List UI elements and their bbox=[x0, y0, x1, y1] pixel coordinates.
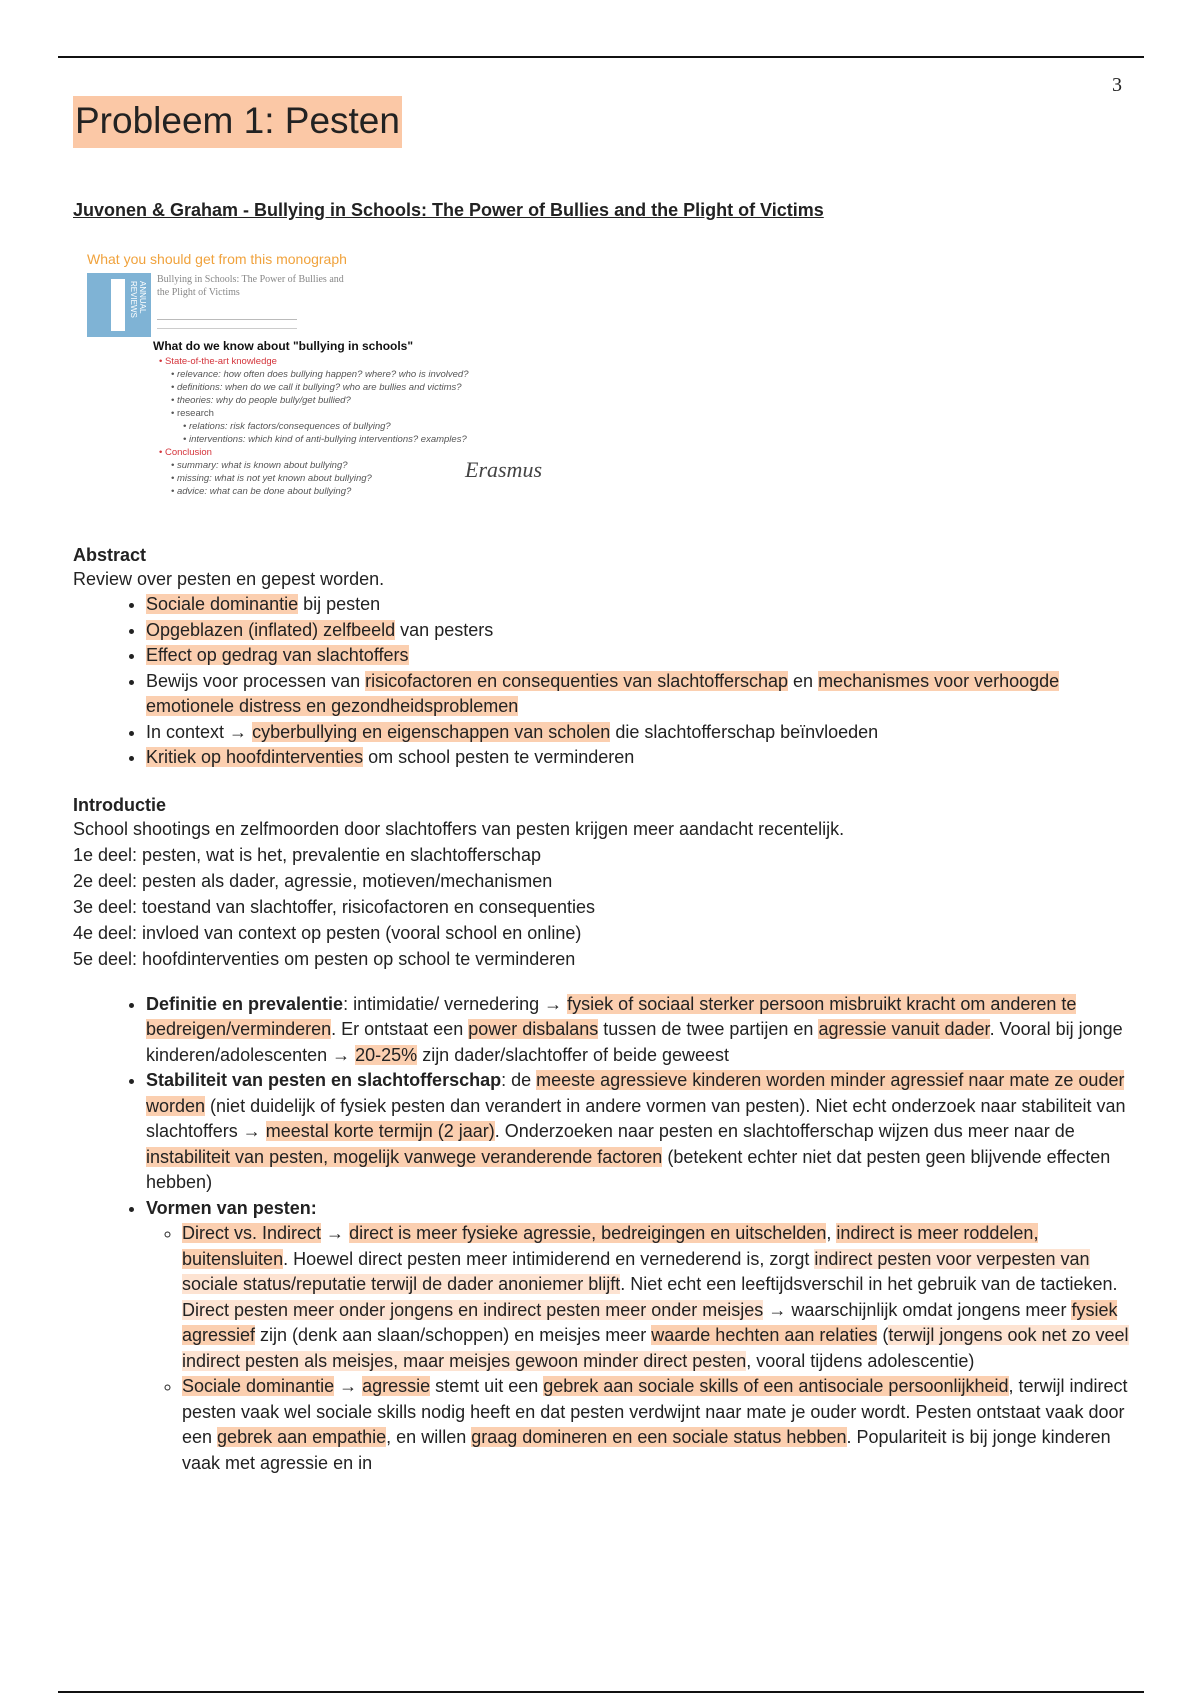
text: (niet duidelijk of fysiek pesten dan verandert in andere vormen van pesten). Niet echt onderzoek naar stabiliteit van slachtoffers → bbox=[146, 1095, 1126, 1141]
text: ( bbox=[877, 1325, 889, 1345]
top-rule bbox=[58, 56, 1144, 58]
highlight: mechanismes voor verhoogde emotionele distress en gezondheidsproblemen bbox=[146, 670, 1060, 716]
intro-line: 3e deel: toestand van slachtoffer, risicofactoren en consequenties bbox=[73, 896, 596, 917]
list-item bbox=[146, 720, 1133, 746]
text: . Populariteit is bij jonge kinderen vaak met agressie en in bbox=[182, 1427, 1111, 1473]
text: zijn dader/slachtoffer of beide geweest bbox=[417, 1044, 730, 1065]
text: stemt uit een bbox=[430, 1376, 544, 1396]
highlight: agressie bbox=[362, 1376, 431, 1396]
list-item bbox=[146, 745, 1133, 771]
bottom-rule bbox=[58, 1691, 1144, 1693]
figure-item: • definitions: when do we call it bullying? who are bullies and victims? bbox=[171, 381, 469, 394]
figure-header: What you should get from this monograph bbox=[87, 251, 347, 267]
reference-lines bbox=[157, 319, 297, 329]
figure-list bbox=[143, 355, 469, 498]
text: In context → bbox=[146, 721, 253, 742]
highlight: Sociale dominantie bbox=[182, 1376, 335, 1396]
highlight: fysiek agressief bbox=[182, 1299, 1118, 1345]
point-label: Definitie en prevalentie bbox=[146, 993, 344, 1014]
monograph-figure bbox=[87, 251, 567, 521]
abstract-intro: Review over pesten en gepest worden. bbox=[73, 569, 385, 589]
intro-line: 5e deel: hoofdinterventies om pesten op school te verminderen bbox=[73, 948, 576, 969]
figure-item: • theories: why do people bully/get bullied? bbox=[171, 394, 469, 407]
abstract-list bbox=[0, 592, 1133, 771]
page-title: Probleem 1: Pesten bbox=[73, 96, 402, 148]
text: , vooral tijdens adolescentie) bbox=[746, 1350, 975, 1371]
highlight: meeste agressieve kinderen worden minder agressief naar mate ze ouder worden bbox=[146, 1070, 1125, 1116]
abstract-heading: Abstract bbox=[73, 545, 147, 565]
figure-item: • missing: what is not yet known about bullying? bbox=[171, 472, 469, 485]
list-item bbox=[146, 669, 1133, 720]
highlight: graag domineren en een sociale status hebben bbox=[471, 1427, 847, 1447]
sublist-item-direct-indirect bbox=[182, 1221, 1133, 1374]
figure-reference: Bullying in Schools: The Power of Bullies and the Plight of Victims bbox=[157, 274, 344, 298]
figure-item: • Conclusion bbox=[159, 446, 469, 459]
highlight: indirect pesten voor verpesten van sociale status/reputatie terwijl de dader anoniemer blijft bbox=[182, 1248, 1090, 1294]
text: die slachtofferschap beïnvloeden bbox=[610, 721, 879, 742]
list-item bbox=[146, 618, 1133, 644]
figure-question: What do we know about "bullying in schools" bbox=[153, 339, 414, 353]
list-item-forms bbox=[146, 1196, 1133, 1477]
highlight: gebrek aan empathie bbox=[217, 1427, 387, 1447]
point-label: Stabiliteit van pesten en slachtofferschap bbox=[146, 1070, 502, 1090]
spacer bbox=[73, 972, 1133, 992]
text: tussen de twee partijen en bbox=[598, 1019, 819, 1039]
text: → bbox=[334, 1376, 363, 1396]
text: om school pesten te verminderen bbox=[363, 747, 635, 767]
figure-item: • summary: what is known about bullying? bbox=[171, 459, 469, 472]
highlight: 20-25% bbox=[355, 1044, 418, 1065]
text: zijn (denk aan slaan/schoppen) en meisjes meer bbox=[255, 1325, 652, 1345]
text: . Hoewel direct pesten meer intimiderend en vernederend is, zorgt bbox=[283, 1248, 815, 1269]
points-list bbox=[0, 992, 1133, 1477]
highlight: cyberbullying en eigenschappen van scholen bbox=[252, 721, 611, 742]
text: : intimidatie/ vernedering → bbox=[343, 993, 568, 1014]
list-item bbox=[146, 592, 1133, 618]
page-number: 3 bbox=[1112, 74, 1122, 96]
text: van pesters bbox=[395, 619, 494, 640]
highlight: Sociale dominantie bbox=[146, 594, 299, 614]
spacer bbox=[73, 771, 1133, 795]
figure-item: • interventions: which kind of anti-bullying interventions? examples? bbox=[183, 433, 469, 446]
highlight: Direct pesten meer onder jongens en indirect pesten meer onder meisjes bbox=[182, 1299, 764, 1320]
intro-line: 4e deel: invloed van context op pesten (vooral school en online) bbox=[73, 922, 582, 943]
text: , en willen bbox=[386, 1427, 472, 1447]
text: . Er ontstaat een bbox=[331, 1019, 469, 1039]
highlight: risicofactoren en consequenties van slachtofferschap bbox=[365, 670, 789, 691]
highlight: fysiek of sociaal sterker persoon misbruikt kracht om anderen te bedreigen/verminderen bbox=[146, 993, 1077, 1039]
figure-item: • research bbox=[171, 407, 469, 420]
forms-sublist bbox=[146, 1221, 1133, 1476]
text: Bewijs voor processen van bbox=[146, 670, 366, 691]
text: . Onderzoeken naar pesten en slachtofferschap wijzen dus meer naar de bbox=[494, 1121, 1075, 1141]
intro-line: 2e deel: pesten als dader, agressie, motieven/mechanismen bbox=[73, 870, 553, 891]
list-item-stability bbox=[146, 1068, 1133, 1196]
logo-text: ANNUAL REVIEWS bbox=[129, 281, 147, 318]
intro-line: School shootings en zelfmoorden door slachtoffers van pesten krijgen meer aandacht recentelijk. bbox=[73, 818, 845, 839]
text: en bbox=[788, 670, 819, 691]
highlight: indirect is meer roddelen, buitensluiten bbox=[182, 1223, 1039, 1269]
highlight: direct is meer fysieke agressie, bedreigingen en uitschelden bbox=[349, 1223, 827, 1243]
figure-item: • State-of-the-art knowledge bbox=[159, 355, 469, 368]
text: , terwijl indirect pesten vaak wel sociale skills nodig heeft en dat pesten verdwijnt naar mate je ouder wordt. Pesten ontstaat vaak door een bbox=[182, 1376, 1128, 1447]
highlight: power disbalans bbox=[468, 1019, 599, 1039]
annual-reviews-logo-icon bbox=[87, 273, 151, 337]
highlight: meestal korte termijn (2 jaar) bbox=[265, 1121, 495, 1141]
highlight: Direct vs. Indirect bbox=[182, 1223, 322, 1243]
list-item-definition bbox=[146, 992, 1133, 1069]
intro-line: 1e deel: pesten, wat is het, prevalentie en slachtofferschap bbox=[73, 844, 541, 865]
list-item bbox=[146, 643, 1133, 669]
highlight: gebrek aan sociale skills of een antisociale persoonlijkheid bbox=[543, 1376, 1009, 1396]
text: , bbox=[826, 1223, 837, 1243]
highlight: Effect op gedrag van slachtoffers bbox=[146, 645, 409, 665]
highlight: instabiliteit van pesten, mogelijk vanwege veranderende factoren bbox=[146, 1146, 663, 1167]
highlight: Opgeblazen (inflated) zelfbeeld bbox=[146, 619, 396, 640]
text: (betekent echter niet dat pesten geen blijvende effecten hebben) bbox=[146, 1146, 1111, 1192]
text: : de bbox=[501, 1070, 537, 1090]
erasmus-signature: Erasmus bbox=[465, 457, 543, 482]
figure-item: • relevance: how often does bullying happen? where? who is involved? bbox=[171, 368, 469, 381]
point-label: Vormen van pesten: bbox=[146, 1197, 317, 1218]
sublist-item-social-dominance bbox=[182, 1374, 1133, 1476]
figure-item: • relations: risk factors/consequences of bullying? bbox=[183, 420, 469, 433]
intro-heading: Introductie bbox=[73, 794, 166, 815]
highlight: Kritiek op hoofdinterventies bbox=[146, 747, 364, 767]
highlight: agressie vanuit dader bbox=[818, 1019, 990, 1039]
text: . Niet echt een leeftijdsverschil in het gebruik van de tactieken. bbox=[620, 1274, 1118, 1294]
text: → waarschijnlijk omdat jongens meer bbox=[763, 1299, 1072, 1320]
source-heading: Juvonen & Graham - Bullying in Schools: The Power of Bullies and the Plight of Victims bbox=[73, 200, 824, 220]
highlight: terwijl jongens ook net zo veel indirect pesten als meisjes, maar meisjes gewoon minder direct pesten bbox=[182, 1325, 1129, 1371]
text: → bbox=[321, 1223, 350, 1243]
document-body bbox=[73, 96, 1133, 1476]
highlight: waarde hechten aan relaties bbox=[651, 1325, 878, 1345]
text: . Vooral bij jonge kinderen/adolescenten → bbox=[146, 1019, 1123, 1065]
text: bij pesten bbox=[298, 594, 381, 614]
figure-item: • advice: what can be done about bullying? bbox=[171, 485, 469, 498]
